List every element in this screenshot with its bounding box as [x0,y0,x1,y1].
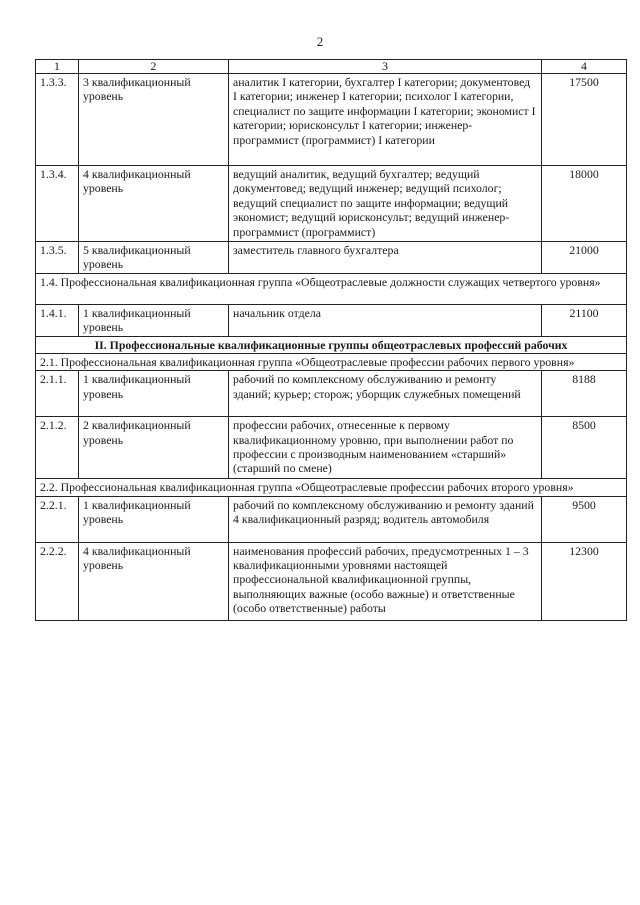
group-heading-row [36,353,627,370]
row-salary: 21100 [542,304,627,336]
table-row [36,417,627,479]
row-code: 2.2.2. [36,542,79,620]
row-code: 1.3.5. [36,241,79,273]
row-positions: наименования профессий рабочих, предусмотренных 1 – 3 квалификационными уровнями настоящей профессиональной квалификационной группы, выполняющих важные (особо важные) и ответственные (особо ответственные) работы [229,542,542,620]
group-heading-2-2: 2.2. Профессиональная квалификационная группа «Общеотраслевые профессии рабочих второго уровня» [36,479,627,496]
row-salary: 17500 [542,73,627,165]
table-row [36,371,627,417]
row-level: 4 квалификационный уровень [79,165,229,241]
section-heading-row [36,336,627,353]
row-salary: 12300 [542,542,627,620]
row-salary: 8188 [542,371,627,417]
table-row [36,542,627,620]
row-level: 1 квалификационный уровень [79,496,229,542]
row-level: 3 квалификационный уровень [79,73,229,165]
table-row [36,73,627,165]
row-level: 4 квалификационный уровень [79,542,229,620]
header-col-2: 2 [79,60,229,74]
qualification-table [35,59,627,621]
group-heading-1-4: 1.4. Профессиональная квалификационная группа «Общеотраслевые должности служащих четвертого уровня» [36,273,627,304]
row-code: 1.3.4. [36,165,79,241]
row-positions: начальник отдела [229,304,542,336]
row-salary: 8500 [542,417,627,479]
page-number: 2 [316,34,324,49]
row-positions: заместитель главного бухгалтера [229,241,542,273]
table-row [36,304,627,336]
row-code: 1.3.3. [36,73,79,165]
header-col-4: 4 [542,60,627,74]
row-level: 5 квалификационный уровень [79,241,229,273]
group-heading-row [36,479,627,496]
header-col-1: 1 [36,60,79,74]
header-col-3: 3 [229,60,542,74]
row-positions: ведущий аналитик, ведущий бухгалтер; ведущий документовед; ведущий инженер; ведущий психолог; ведущий специалист по защите информации; ведущий экономист; ведущий юрисконсульт; ведущий инженер-программист (программист) [229,165,542,241]
table-header-row [36,60,627,74]
row-code: 2.2.1. [36,496,79,542]
table-row [36,241,627,273]
row-salary: 21000 [542,241,627,273]
table-row [36,165,627,241]
row-level: 1 квалификационный уровень [79,304,229,336]
row-positions: рабочий по комплексному обслуживанию и ремонту зданий; курьер; сторож; уборщик служебных помещений [229,371,542,417]
group-heading-2-1: 2.1. Профессиональная квалификационная группа «Общеотраслевые профессии рабочих первого уровня» [36,353,627,370]
row-positions: рабочий по комплексному обслуживанию и ремонту зданий 4 квалификационный разряд; водитель автомобиля [229,496,542,542]
row-code: 2.1.2. [36,417,79,479]
row-code: 1.4.1. [36,304,79,336]
row-salary: 18000 [542,165,627,241]
group-heading-row [36,273,627,304]
row-positions: профессии рабочих, отнесенные к первому квалификационному уровню, при выполнении работ по профессии с производным наименованием «старший» (старший по смене) [229,417,542,479]
row-code: 2.1.1. [36,371,79,417]
section-heading-2: II. Профессиональные квалификационные группы общеотраслевых профессий рабочих [36,336,627,353]
row-level: 2 квалификационный уровень [79,417,229,479]
table-row [36,496,627,542]
row-salary: 9500 [542,496,627,542]
row-level: 1 квалификационный уровень [79,371,229,417]
row-positions: аналитик I категории, бухгалтер I категории; документовед I категории; инженер I категории; психолог I категории, специалист по защите информации I категории; экономист I категории; юрисконсульт I категории; инженер-программист (программист) I категории [229,73,542,165]
